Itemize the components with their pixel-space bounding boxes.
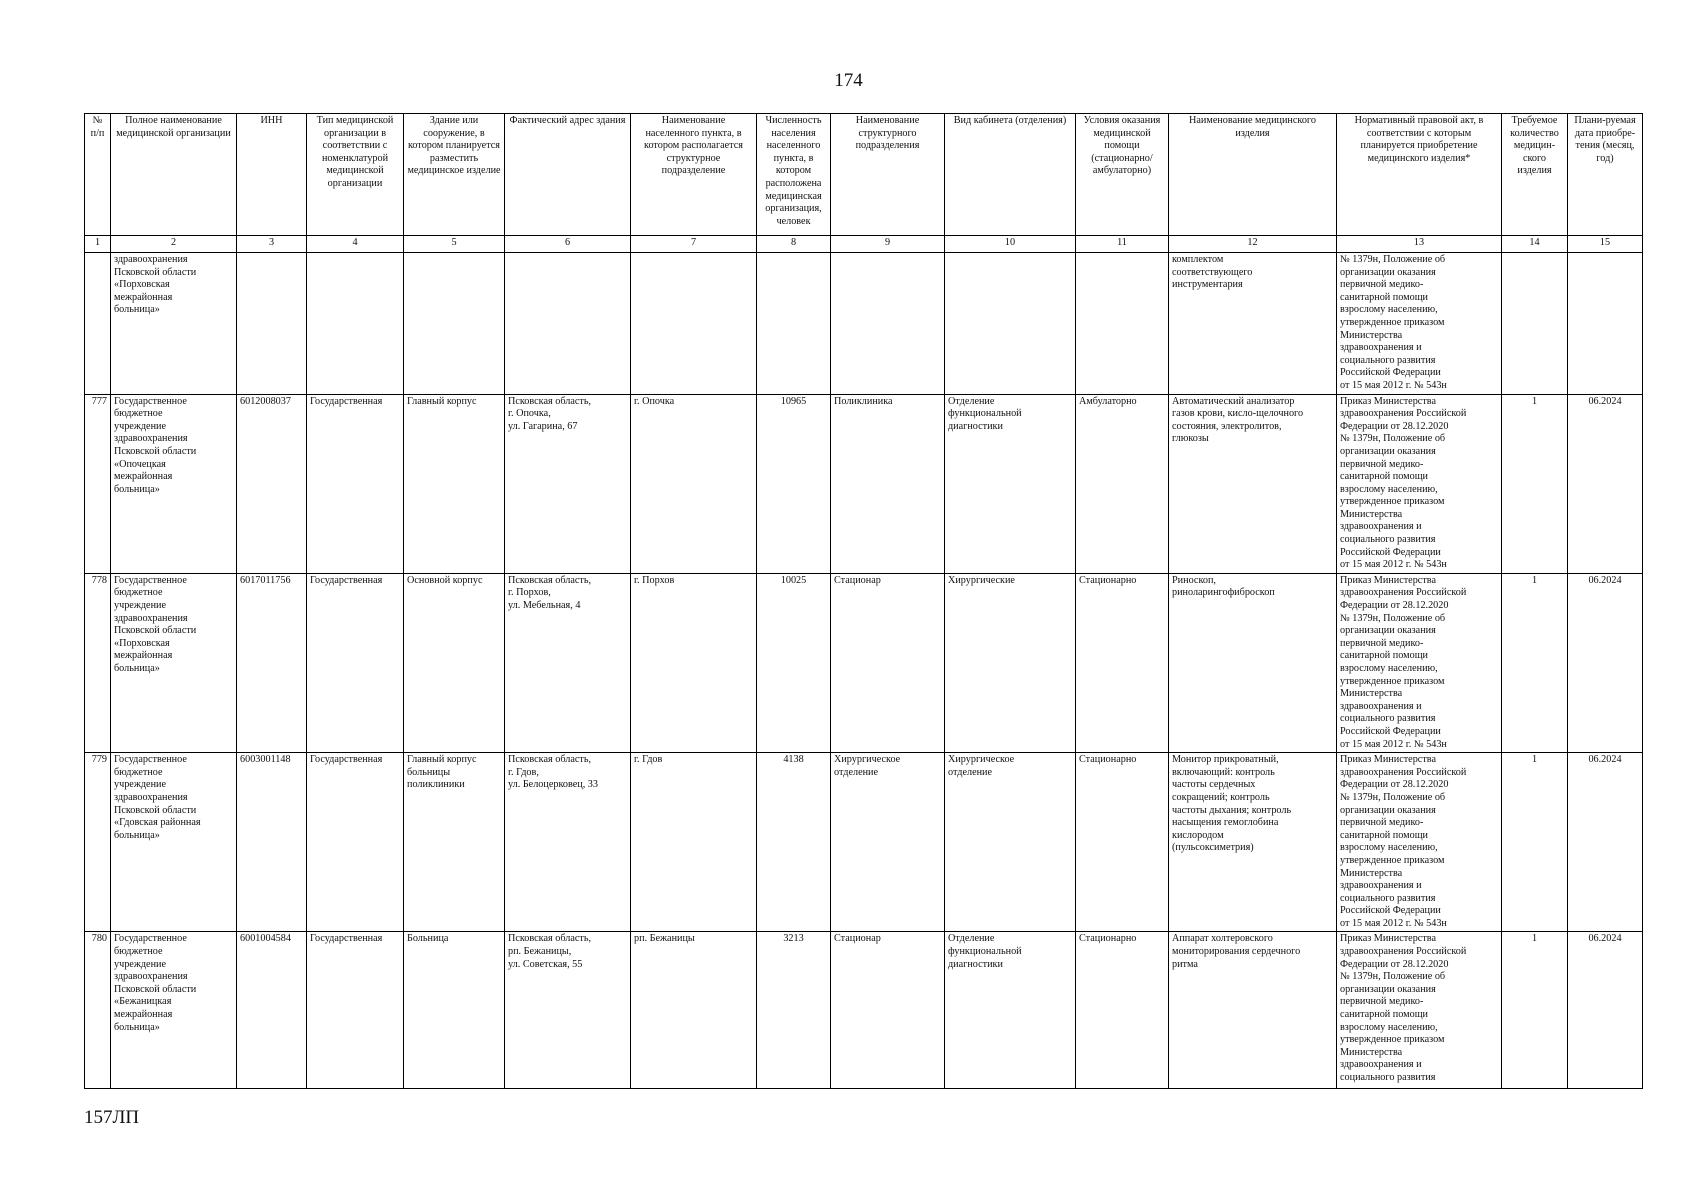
cell-num: 779	[85, 753, 111, 932]
cell-device: Риноскоп, риноларингофиброскоп	[1169, 573, 1337, 752]
cell-locality: г. Гдов	[631, 753, 757, 932]
cell-act: № 1379н, Положение об организации оказания первичной медико- санитарной помощи взрослому населению, утвержденное приказом Министерства здравоохранения и социального развития Российской Федерации от 15 мая 2012 г. № 543н	[1337, 253, 1502, 395]
equipment-table	[84, 113, 1643, 1089]
cell-inn: 6017011756	[237, 573, 307, 752]
header-cell-cabinet: Вид кабинета (отделения)	[945, 114, 1076, 236]
column-number: 6	[505, 236, 631, 253]
cell-conditions	[1076, 253, 1169, 395]
cell-type: Государственная	[307, 932, 404, 1089]
cell-org: Государственное бюджетное учреждение здравоохранения Псковской области «Гдовская районная больница»	[111, 753, 237, 932]
cell-population: 3213	[757, 932, 831, 1089]
column-number: 9	[831, 236, 945, 253]
table-row	[85, 932, 1643, 1089]
cell-org: здравоохранения Псковской области «Порховская межрайонная больница»	[111, 253, 237, 395]
document-code: 157ЛП	[84, 1107, 140, 1128]
cell-org: Государственное бюджетное учреждение здравоохранения Псковской области «Опочецкая межрайонная больница»	[111, 394, 237, 573]
header-cell-type: Тип медицинской организации в соответствии с номенклатурой медицинской организации	[307, 114, 404, 236]
header-cell-conditions: Условия оказания медицинской помощи (стационарно/ амбулаторно)	[1076, 114, 1169, 236]
cell-cabinet: Хирургические	[945, 573, 1076, 752]
header-row	[85, 114, 1643, 236]
cell-date: 06.2024	[1568, 932, 1643, 1089]
cell-subdivision	[831, 253, 945, 395]
cell-device: комплектом соответствующего инструментария	[1169, 253, 1337, 395]
column-number: 10	[945, 236, 1076, 253]
cell-inn: 6012008037	[237, 394, 307, 573]
cell-population: 4138	[757, 753, 831, 932]
cell-act: Приказ Министерства здравоохранения Российской Федерации от 28.12.2020 № 1379н, Положение об организации оказания первичной медико- санитарной помощи взрослому населению, утвержденное приказом Министерства здравоохранения и социального развития Российской Федерации от 15 мая 2012 г. № 543н	[1337, 394, 1502, 573]
header-cell-inn: ИНН	[237, 114, 307, 236]
cell-num: 778	[85, 573, 111, 752]
cell-population: 10965	[757, 394, 831, 573]
header-cell-device: Наименование медицинского изделия	[1169, 114, 1337, 236]
cell-qty: 1	[1502, 753, 1568, 932]
page-number: 174	[834, 70, 863, 91]
cell-inn	[237, 253, 307, 395]
header-cell-locality: Наименование населенного пункта, в котором располагается структурное подразделение	[631, 114, 757, 236]
cell-num	[85, 253, 111, 395]
cell-qty: 1	[1502, 394, 1568, 573]
header-cell-population: Численность населения населенного пункта, в котором расположена медицинская организация, человек	[757, 114, 831, 236]
column-number: 2	[111, 236, 237, 253]
column-number: 15	[1568, 236, 1643, 253]
cell-conditions: Стационарно	[1076, 932, 1169, 1089]
header-cell-subdivision: Наименование структурного подразделения	[831, 114, 945, 236]
column-number: 8	[757, 236, 831, 253]
column-number-row	[85, 236, 1643, 253]
cell-device: Автоматический анализатор газов крови, кисло-щелочного состояния, электролитов, глюкозы	[1169, 394, 1337, 573]
cell-subdivision: Стационар	[831, 573, 945, 752]
cell-num: 780	[85, 932, 111, 1089]
cell-date: 06.2024	[1568, 394, 1643, 573]
cell-address: Псковская область, г. Опочка, ул. Гагарина, 67	[505, 394, 631, 573]
column-number: 3	[237, 236, 307, 253]
cell-locality: рп. Бежаницы	[631, 932, 757, 1089]
table-row	[85, 394, 1643, 573]
column-number: 7	[631, 236, 757, 253]
cell-building	[404, 253, 505, 395]
cell-locality: г. Опочка	[631, 394, 757, 573]
cell-device: Аппарат холтеровского мониторирования сердечного ритма	[1169, 932, 1337, 1089]
column-number: 4	[307, 236, 404, 253]
cell-act: Приказ Министерства здравоохранения Российской Федерации от 28.12.2020 № 1379н, Положение об организации оказания первичной медико- санитарной помощи взрослому населению, утвержденное приказом Министерства здравоохранения и социального развития Российской Федерации от 15 мая 2012 г. № 543н	[1337, 753, 1502, 932]
cell-act: Приказ Министерства здравоохранения Российской Федерации от 28.12.2020 № 1379н, Положение об организации оказания первичной медико- санитарной помощи взрослому населению, утвержденное приказом Министерства здравоохранения и социального развития Российской Федерации от 15 мая 2012 г. № 543н	[1337, 573, 1502, 752]
cell-date: 06.2024	[1568, 573, 1643, 752]
cell-building: Главный корпус	[404, 394, 505, 573]
header-cell-date: Плани-руемая дата приобре-тения (месяц, год)	[1568, 114, 1643, 236]
cell-device: Монитор прикроватный, включающий: контроль частоты сердечных сокращений; контроль частоты дыхания; контроль насыщения гемоглобина кислородом (пульсоксиметрия)	[1169, 753, 1337, 932]
cell-building: Основной корпус	[404, 573, 505, 752]
cell-date	[1568, 253, 1643, 395]
column-number: 14	[1502, 236, 1568, 253]
cell-qty	[1502, 253, 1568, 395]
cell-locality	[631, 253, 757, 395]
cell-cabinet	[945, 253, 1076, 395]
cell-conditions: Стационарно	[1076, 573, 1169, 752]
header-cell-num: № п/п	[85, 114, 111, 236]
cell-type: Государственная	[307, 753, 404, 932]
cell-subdivision: Хирургическое отделение	[831, 753, 945, 932]
cell-address: Псковская область, г. Порхов, ул. Мебельная, 4	[505, 573, 631, 752]
table-row	[85, 253, 1643, 395]
cell-type: Государственная	[307, 394, 404, 573]
cell-address	[505, 253, 631, 395]
cell-subdivision: Стационар	[831, 932, 945, 1089]
cell-population: 10025	[757, 573, 831, 752]
table-row	[85, 753, 1643, 932]
cell-inn: 6003001148	[237, 753, 307, 932]
cell-date: 06.2024	[1568, 753, 1643, 932]
cell-conditions: Стационарно	[1076, 753, 1169, 932]
table-row	[85, 573, 1643, 752]
cell-locality: г. Порхов	[631, 573, 757, 752]
cell-subdivision: Поликлиника	[831, 394, 945, 573]
column-number: 12	[1169, 236, 1337, 253]
cell-num: 777	[85, 394, 111, 573]
cell-qty: 1	[1502, 573, 1568, 752]
cell-building: Главный корпус больницы поликлиники	[404, 753, 505, 932]
cell-conditions: Амбулаторно	[1076, 394, 1169, 573]
cell-cabinet: Хирургическое отделение	[945, 753, 1076, 932]
cell-address: Псковская область, г. Гдов, ул. Белоцерковец, 33	[505, 753, 631, 932]
cell-population	[757, 253, 831, 395]
cell-org: Государственное бюджетное учреждение здравоохранения Псковской области «Порховская межрайонная больница»	[111, 573, 237, 752]
column-number: 1	[85, 236, 111, 253]
column-number: 11	[1076, 236, 1169, 253]
column-number: 5	[404, 236, 505, 253]
cell-type	[307, 253, 404, 395]
header-cell-building: Здание или сооружение, в котором планируется разместить медицинское изделие	[404, 114, 505, 236]
cell-inn: 6001004584	[237, 932, 307, 1089]
cell-type: Государственная	[307, 573, 404, 752]
header-cell-act: Нормативный правовой акт, в соответствии с которым планируется приобретение медицинского изделия*	[1337, 114, 1502, 236]
cell-act: Приказ Министерства здравоохранения Российской Федерации от 28.12.2020 № 1379н, Положение об организации оказания первичной медико- санитарной помощи взрослому населению, утвержденное приказом Министерства здравоохранения и социального развития	[1337, 932, 1502, 1089]
cell-org: Государственное бюджетное учреждение здравоохранения Псковской области «Бежаницкая межрайонная больница»	[111, 932, 237, 1089]
header-cell-qty: Требуемое количество медицин-ского изделия	[1502, 114, 1568, 236]
cell-cabinet: Отделение функциональной диагностики	[945, 394, 1076, 573]
cell-qty: 1	[1502, 932, 1568, 1089]
cell-building: Больница	[404, 932, 505, 1089]
cell-address: Псковская область, рп. Бежаницы, ул. Советская, 55	[505, 932, 631, 1089]
cell-cabinet: Отделение функциональной диагностики	[945, 932, 1076, 1089]
header-cell-org: Полное наименование медицинской организации	[111, 114, 237, 236]
header-cell-address: Фактический адрес здания	[505, 114, 631, 236]
column-number: 13	[1337, 236, 1502, 253]
